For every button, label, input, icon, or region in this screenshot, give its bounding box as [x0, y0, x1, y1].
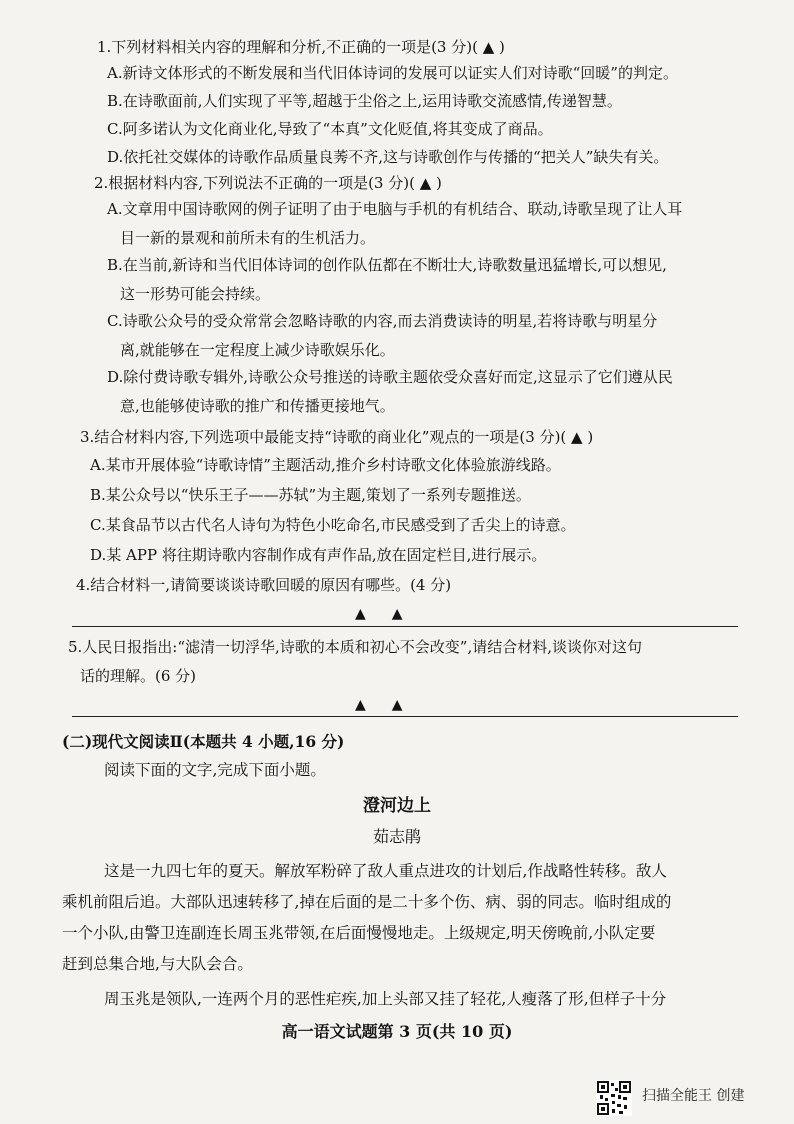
paragraph-1-line2: 乘机前阻后追。大部队迅速转移了,掉在后面的是二十多个伤、病、弱的同志。临时组成的: [62, 893, 672, 911]
q2-option-c-line2: 离,就能够在一定程度上减少诗歌娱乐化。: [120, 341, 395, 359]
article-author: 茹志鹃: [372, 827, 421, 846]
q2-option-d-line2: 意,也能够使诗歌的推广和传播更接地气。: [120, 397, 395, 415]
qr-code-icon: [596, 1080, 632, 1116]
article-title: 澄河边上: [363, 796, 431, 816]
q2-option-b-line2: 这一形势可能会持续。: [120, 285, 271, 303]
q2-option-c-line1: C.诗歌公众号的受众常常会忽略诗歌的内容,而去消费读诗的明星,若将诗歌与明星分: [107, 312, 658, 330]
paragraph-1-line4: 赶到总集合地,与大队会合。: [62, 955, 253, 973]
paragraph-1-line3: 一个小队,由警卫连副连长周玉兆带领,在后面慢慢地走。上级规定,明天傍晚前,小队定要: [62, 924, 656, 942]
section-instruction: 阅读下面的文字,完成下面小题。: [104, 761, 326, 779]
q4-answer-mark: ▲▲: [355, 606, 429, 622]
q1-option-b: B.在诗歌面前,人们实现了平等,超越于尘俗之上,运用诗歌交流感情,传递智慧。: [107, 92, 622, 110]
q1-stem: 1.下列材料相关内容的理解和分析,不正确的一项是(3 分)( ▲ ): [97, 38, 505, 56]
paragraph-1-line1: 这是一九四七年的夏天。解放军粉碎了敌人重点进攻的计划后,作战略性转移。敌人: [104, 862, 667, 880]
section-heading: (二)现代文阅读Ⅱ(本题共 4 小题,16 分): [62, 732, 345, 751]
scanner-watermark: 扫描全能王 创建: [642, 1088, 745, 1104]
q3-option-c: C.某食品节以古代名人诗句为特色小吃命名,市民感受到了舌尖上的诗意。: [90, 516, 576, 534]
q5-stem-line2: 话的理解。(6 分): [80, 667, 197, 685]
page-footer: 高一语文试题第 3 页(共 10 页): [281, 1022, 513, 1041]
q4-stem: 4.结合材料一,请简要谈谈诗歌回暖的原因有哪些。(4 分): [76, 576, 452, 594]
q3-stem: 3.结合材料内容,下列选项中最能支持“诗歌的商业化”观点的一项是(3 分)( ▲ ): [80, 428, 594, 446]
q4-answer-line: [72, 626, 738, 627]
q5-stem-line1: 5.人民日报指出:“滤清一切浮华,诗歌的本质和初心不会改变”,请结合材料,谈谈你对这句: [68, 638, 643, 656]
q1-option-a: A.新诗文体形式的不断发展和当代旧体诗词的发展可以证实人们对诗歌“回暖”的判定。: [107, 64, 678, 82]
paragraph-2-line1: 周玉兆是领队,一连两个月的恶性疟疾,加上头部又挂了轻花,人瘦落了形,但样子十分: [104, 990, 667, 1008]
q2-stem: 2.根据材料内容,下列说法不正确的一项是(3 分)( ▲ ): [94, 174, 442, 192]
q3-option-a: A.某市开展体验“诗歌诗情”主题活动,推介乡村诗歌文化体验旅游线路。: [90, 456, 561, 474]
q2-option-d-line1: D.除付费诗歌专辑外,诗歌公众号推送的诗歌主题依受众喜好而定,这显示了它们遵从民: [107, 368, 673, 386]
q1-option-c: C.阿多诺认为文化商业化,导致了“本真”文化贬值,将其变成了商品。: [107, 120, 553, 138]
q3-option-b: B.某公众号以“快乐王子——苏轼”为主题,策划了一系列专题推送。: [90, 486, 531, 504]
q2-option-b-line1: B.在当前,新诗和当代旧体诗词的创作队伍都在不断壮大,诗歌数量迅猛增长,可以想见,: [107, 256, 667, 274]
q3-option-d: D.某 APP 将往期诗歌内容制作成有声作品,放在固定栏目,进行展示。: [90, 546, 547, 564]
q5-answer-line: [72, 716, 738, 717]
q2-option-a-line1: A.文章用中国诗歌网的例子证明了由于电脑与手机的有机结合、联动,诗歌呈现了让人耳: [107, 200, 683, 218]
q5-answer-mark: ▲▲: [355, 697, 429, 713]
q2-option-a-line2: 目一新的景观和前所未有的生机活力。: [120, 229, 376, 247]
q1-option-d: D.依托社交媒体的诗歌作品质量良莠不齐,这与诗歌创作与传播的“把关人”缺失有关。: [107, 148, 669, 166]
